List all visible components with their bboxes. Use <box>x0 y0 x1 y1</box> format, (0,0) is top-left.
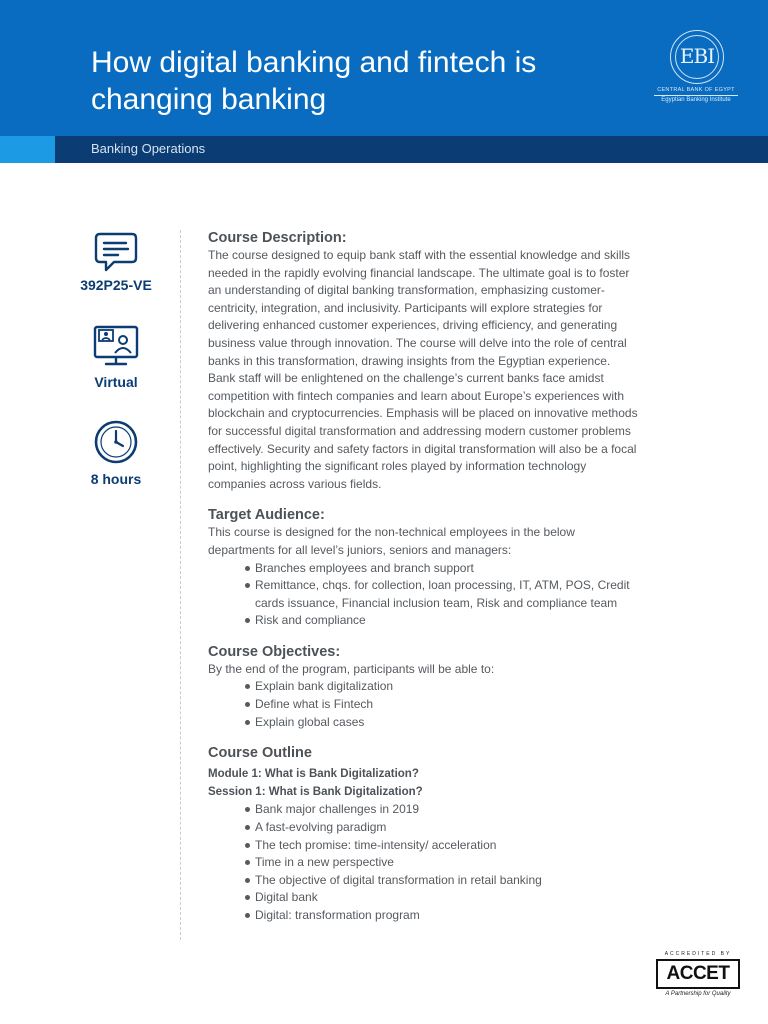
category-label: Banking Operations <box>91 141 206 156</box>
ebi-logo <box>654 30 738 110</box>
logo-line-2: Egyptian Banking Institute <box>654 95 738 103</box>
course-duration: 8 hours <box>90 471 142 487</box>
list-item: The tech promise: time-intensity/ acceleration <box>255 837 638 855</box>
clock-icon <box>92 418 140 466</box>
list-item: Digital: transformation program <box>255 907 638 925</box>
accet-wordmark: ACCET <box>656 959 740 989</box>
category-band <box>0 136 768 163</box>
list-item: Explain bank digitalization <box>255 678 638 696</box>
list-item: A fast-evolving paradigm <box>255 819 638 837</box>
accet-tagline: A Partnership for Quality <box>665 991 731 997</box>
description-heading: Course Description: <box>208 230 347 246</box>
column-divider <box>180 230 181 940</box>
chat-icon <box>92 228 140 276</box>
course-code: 392P25-VE <box>80 277 152 293</box>
audience-heading: Target Audience: <box>208 507 325 524</box>
outline-heading: Course Outline <box>208 745 312 762</box>
accet-logo <box>656 951 740 999</box>
objectives-heading: Course Objectives: <box>208 643 341 660</box>
page-title: How digital banking and fintech is changing banking <box>91 46 537 116</box>
audience-list <box>208 560 638 630</box>
list-item: Time in a new perspective <box>255 854 638 872</box>
objectives-text: By the end of the program, participants will be able to: <box>208 661 495 676</box>
accreditation-label: ACCREDITED BY <box>664 951 732 957</box>
list-item: The objective of digital transformation in retail banking <box>255 872 638 890</box>
description-text: The course designed to equip bank staff with the essential knowledge and skills needed in the rapidly evolving financial landscape. The ultimate goal is to foster an understanding of digital banking transformation, emphasizing customer-centricity, integration, and inclusivity. Participants will explore strategies for delivering enhanced customer experiences, driving efficiency, and generating business value through innovation. The course will delve into the role of central banks in this transformation, drawing insights from the Egyptian experience. Bank staff will be enlightened on the challenge’s current banks face amidst competition with fintech companies and learn about Europe’s experiences with blockchain and cryptocurrencies. Emphasis will be placed on innovative methods for successful digital transformation and addressing modern customer problems effectively. Security and safety factors in digital transformation will also be a focal point, highlighting the significant roles played by information technology companies across various fields. <box>208 248 638 491</box>
list-item: Risk and compliance <box>255 612 638 630</box>
list-item: Remittance, chqs. for collection, loan processing, IT, ATM, POS, Credit cards issuance, Financial inclusion team, Risk and compliance team <box>255 577 638 612</box>
outline-list <box>208 801 638 924</box>
list-item: Explain global cases <box>255 714 638 732</box>
module-title: Module 1: What is Bank Digitalization? <box>208 768 419 781</box>
logo-line-1: CENTRAL BANK OF EGYPT <box>657 87 735 93</box>
header-banner <box>0 0 768 136</box>
objectives-list <box>208 678 638 731</box>
list-item: Branches employees and branch support <box>255 560 638 578</box>
list-item: Bank major challenges in 2019 <box>255 801 638 819</box>
band-accent <box>0 136 55 163</box>
list-item: Define what is Fintech <box>255 696 638 714</box>
list-item: Digital bank <box>255 889 638 907</box>
audience-text: This course is designed for the non-technical employees in the below departments for all level’s juniors, seniors and managers: <box>208 525 575 557</box>
video-conference-icon <box>92 324 140 372</box>
delivery-mode: Virtual <box>94 374 138 390</box>
logo-monogram: EBI <box>679 44 715 68</box>
main-content <box>208 229 638 925</box>
session-title: Session 1: What is Bank Digitalization? <box>208 785 423 798</box>
